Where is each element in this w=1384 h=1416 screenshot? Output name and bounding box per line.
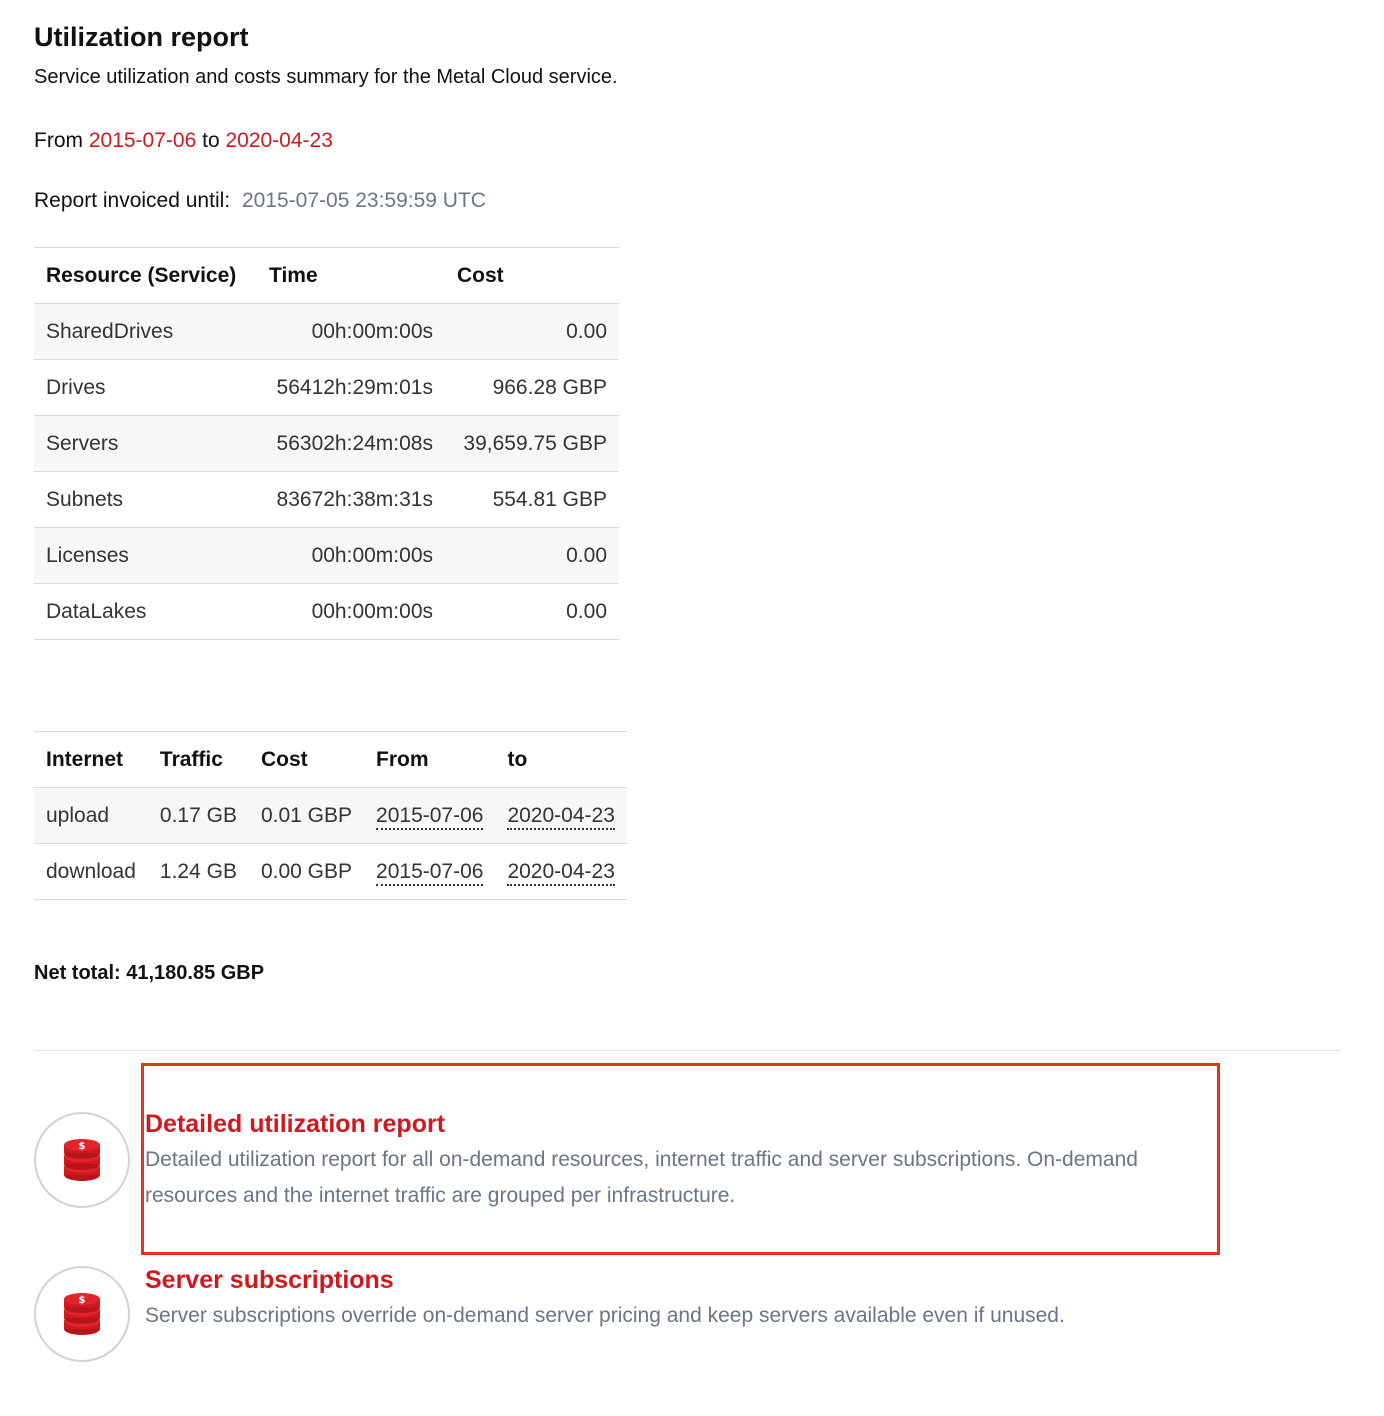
table-row [34,528,619,584]
page-title: Utilization report [34,22,249,52]
invoiced-until [34,189,486,213]
svg-text:$: $ [78,1141,86,1152]
link-description: Detailed utilization report for all on-demand resources, internet traffic and server subscriptions. On-demand resources and the internet traffic are grouped per infrastructure. [145,1148,1138,1207]
resource-time: 56302h:24m:08s [257,416,445,472]
resource-name: SharedDrives [34,304,257,360]
resource-cost: 554.81 GBP [445,472,619,528]
table-row [34,416,619,472]
table-row [34,472,619,528]
column-header-to: to [495,732,626,788]
resources-table [34,247,619,640]
page-subtitle: Service utilization and costs summary for the Metal Cloud service. [34,66,618,88]
traffic-amount: 0.17 GB [148,788,249,844]
traffic-from-date[interactable]: 2015-07-06 [376,804,483,830]
traffic-cost: 0.01 GBP [249,788,364,844]
svg-text:$: $ [78,1295,86,1306]
column-header-time: Time [257,248,445,304]
divider [34,1050,1340,1051]
from-label: From [34,129,83,152]
link-title[interactable]: Server subscriptions [145,1266,394,1294]
server-subscriptions-link[interactable] [34,1266,1234,1376]
net-total: Net total: 41,180.85 GBP [34,962,265,984]
resource-name: Servers [34,416,257,472]
resource-time: 00h:00m:00s [257,584,445,640]
traffic-to-date[interactable]: 2020-04-23 [507,804,614,830]
traffic-type: upload [34,788,148,844]
table-row [34,788,627,844]
resource-name: Licenses [34,528,257,584]
resource-cost: 966.28 GBP [445,360,619,416]
resource-cost: 0.00 [445,584,619,640]
resource-time: 83672h:38m:31s [257,472,445,528]
column-header-cost: Cost [249,732,364,788]
table-row [34,304,619,360]
from-date[interactable]: 2015-07-06 [88,129,197,152]
column-header-from: From [364,732,495,788]
table-row [34,360,619,416]
traffic-type: download [34,844,148,900]
coin-stack-icon [34,1266,130,1362]
resource-cost: 0.00 [445,304,619,360]
resource-name: Drives [34,360,257,416]
date-range [34,129,333,153]
column-header-internet: Internet [34,732,148,788]
resource-name: DataLakes [34,584,257,640]
column-header-traffic: Traffic [148,732,249,788]
invoiced-value: 2015-07-05 23:59:59 UTC [241,189,486,212]
traffic-amount: 1.24 GB [148,844,249,900]
column-header-cost: Cost [445,248,619,304]
table-row [34,844,627,900]
traffic-from-date[interactable]: 2015-07-06 [376,860,483,886]
resource-cost: 39,659.75 GBP [445,416,619,472]
column-header-resource: Resource (Service) [34,248,257,304]
link-description: Server subscriptions override on-demand server pricing and keep servers available even if unused. [145,1304,1065,1327]
invoiced-label: Report invoiced until: [34,189,231,212]
coin-stack-icon [34,1112,130,1208]
highlight-box [141,1063,1220,1255]
to-label: to [202,129,220,152]
link-title[interactable]: Detailed utilization report [145,1110,446,1138]
resource-cost: 0.00 [445,528,619,584]
table-row [34,584,619,640]
traffic-cost: 0.00 GBP [249,844,364,900]
traffic-to-date[interactable]: 2020-04-23 [507,860,614,886]
resource-time: 56412h:29m:01s [257,360,445,416]
resource-time: 00h:00m:00s [257,528,445,584]
resource-name: Subnets [34,472,257,528]
resource-time: 00h:00m:00s [257,304,445,360]
internet-traffic-table [34,731,627,900]
to-date[interactable]: 2020-04-23 [225,129,333,152]
